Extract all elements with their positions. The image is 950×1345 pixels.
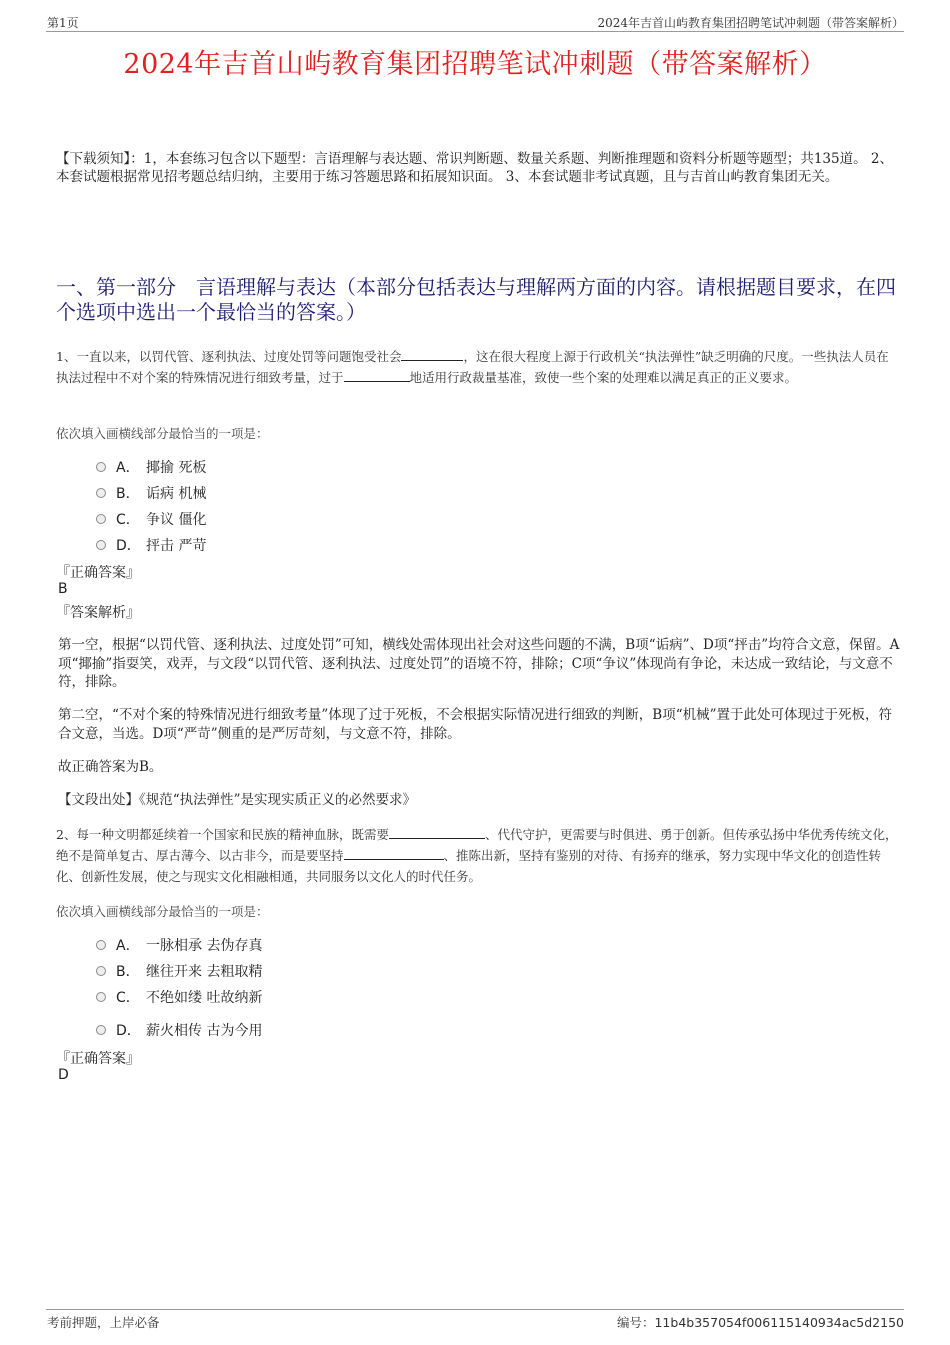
- blank-2: [344, 368, 410, 382]
- radio-icon[interactable]: [96, 488, 106, 498]
- question-1-stem: 1、一直以来，以罚代管、逐利执法、过度处罚等问题饱受社会 ，这在很大程度上源于行政机关“执法弹性”缺乏明确的尺度。一些执法人员在执法过程中不对个案的特殊情况进行细致考量，过于 地适用行政裁量基准，致使一些个案的处理难以满足真正的正义要求。: [56, 349, 889, 385]
- question-2-answer-label: 『正确答案』: [56, 1051, 140, 1067]
- radio-icon[interactable]: [96, 966, 106, 976]
- question-2-option-a[interactable]: A． 一脉相承 去伪存真: [96, 935, 262, 955]
- radio-icon[interactable]: [96, 1025, 106, 1035]
- download-notice: 【下载须知】：1，本套练习包含以下题型：言语理解与表达题、常识判断题、数量关系题、判断推理题和资料分析题等题型；共135道。 2、本套试题根据常见招考题总结归纳，主要用于练习答题思路和拓展知识面。 3、本套试题非考试真题，且与吉首山屿教育集团无关。: [56, 151, 893, 185]
- question-1-option-a[interactable]: A． 揶揄 死板: [96, 457, 206, 477]
- question-1-analysis-para-1: 第一空，根据“以罚代管、逐利执法、过度处罚”可知，横线处需体现出社会对这些问题的不满，B项“诟病”、D项“抨击”均符合文意，保留。A项“揶揄”指耍笑，戏弄，与文段“以罚代管、逐利执法、过度处罚”的语境不符，排除；C项“争议”体现尚有争论，未达成一致结论，与文意不符，排除。: [58, 637, 900, 690]
- question-1-option-c[interactable]: C． 争议 僵化: [96, 509, 206, 529]
- question-2-prompt: 依次填入画横线部分最恰当的一项是：: [56, 904, 269, 919]
- page-number: 第1页: [47, 16, 79, 30]
- question-1-option-b[interactable]: B． 诟病 机械: [96, 483, 206, 503]
- page-title: 2024年吉首山屿教育集团招聘笔试冲刺题（带答案解析）: [123, 49, 827, 80]
- question-2-option-c[interactable]: C． 不绝如缕 吐故纳新: [96, 987, 262, 1007]
- blank-1: [389, 825, 485, 839]
- radio-icon[interactable]: [96, 462, 106, 472]
- question-2-option-d[interactable]: D． 薪火相传 古为今用: [96, 1020, 262, 1040]
- question-1-analysis-label: 『答案解析』: [56, 605, 140, 621]
- question-2-option-b[interactable]: B． 继往开来 去粗取精: [96, 961, 262, 981]
- question-1-answer-label: 『正确答案』: [56, 565, 140, 581]
- question-2-answer: D: [58, 1067, 69, 1083]
- question-1-option-d[interactable]: D． 抨击 严苛: [96, 535, 206, 555]
- header-doc-title: 2024年吉首山屿教育集团招聘笔试冲刺题（带答案解析）: [597, 16, 904, 30]
- footer-slogan: 考前押题，上岸必备: [47, 1315, 160, 1330]
- radio-icon[interactable]: [96, 992, 106, 1002]
- question-1-source: 【文段出处】《规范“执法弹性”是实现实质正义的必然要求》: [58, 792, 417, 808]
- footer-divider: [46, 1309, 904, 1310]
- blank-1: [401, 347, 463, 361]
- blank-2: [344, 846, 444, 860]
- question-1-prompt: 依次填入画横线部分最恰当的一项是：: [56, 426, 269, 441]
- question-2-stem: 2、每一种文明都延续着一个国家和民族的精神血脉，既需要 、代代守护，更需要与时俱进、勇于创新。但传承弘扬中华优秀传统文化，绝不是简单复古、厚古薄今、以古非今，而是要坚持 、推陈出新，坚持有鉴别的对待、有扬弃的继承，努力实现中华文化的创造性转化、创新性发展，使之与现实文化相融相通，共同服务以文化人的时代任务。: [56, 827, 898, 884]
- question-1-analysis-para-3: 故正确答案为B。: [58, 759, 163, 775]
- header-divider: [46, 31, 904, 32]
- radio-icon[interactable]: [96, 940, 106, 950]
- question-1-analysis-para-2: 第二空，“不对个案的特殊情况进行细致考量”体现了过于死板，不会根据实际情况进行细致的判断，B项“机械”置于此处可体现过于死板，符合文意，当选。D项“严苛”侧重的是严厉苛刻，与文意不符，排除。: [58, 707, 893, 742]
- question-1-answer: B: [58, 581, 68, 597]
- radio-icon[interactable]: [96, 514, 106, 524]
- radio-icon[interactable]: [96, 540, 106, 550]
- section-heading: 一、第一部分 言语理解与表达（本部分包括表达与理解两方面的内容。请根据题目要求，在四个选项中选出一个最恰当的答案。）: [56, 275, 896, 324]
- footer-code: 编号：11b4b357054f006115140934ac5d2150: [616, 1315, 904, 1330]
